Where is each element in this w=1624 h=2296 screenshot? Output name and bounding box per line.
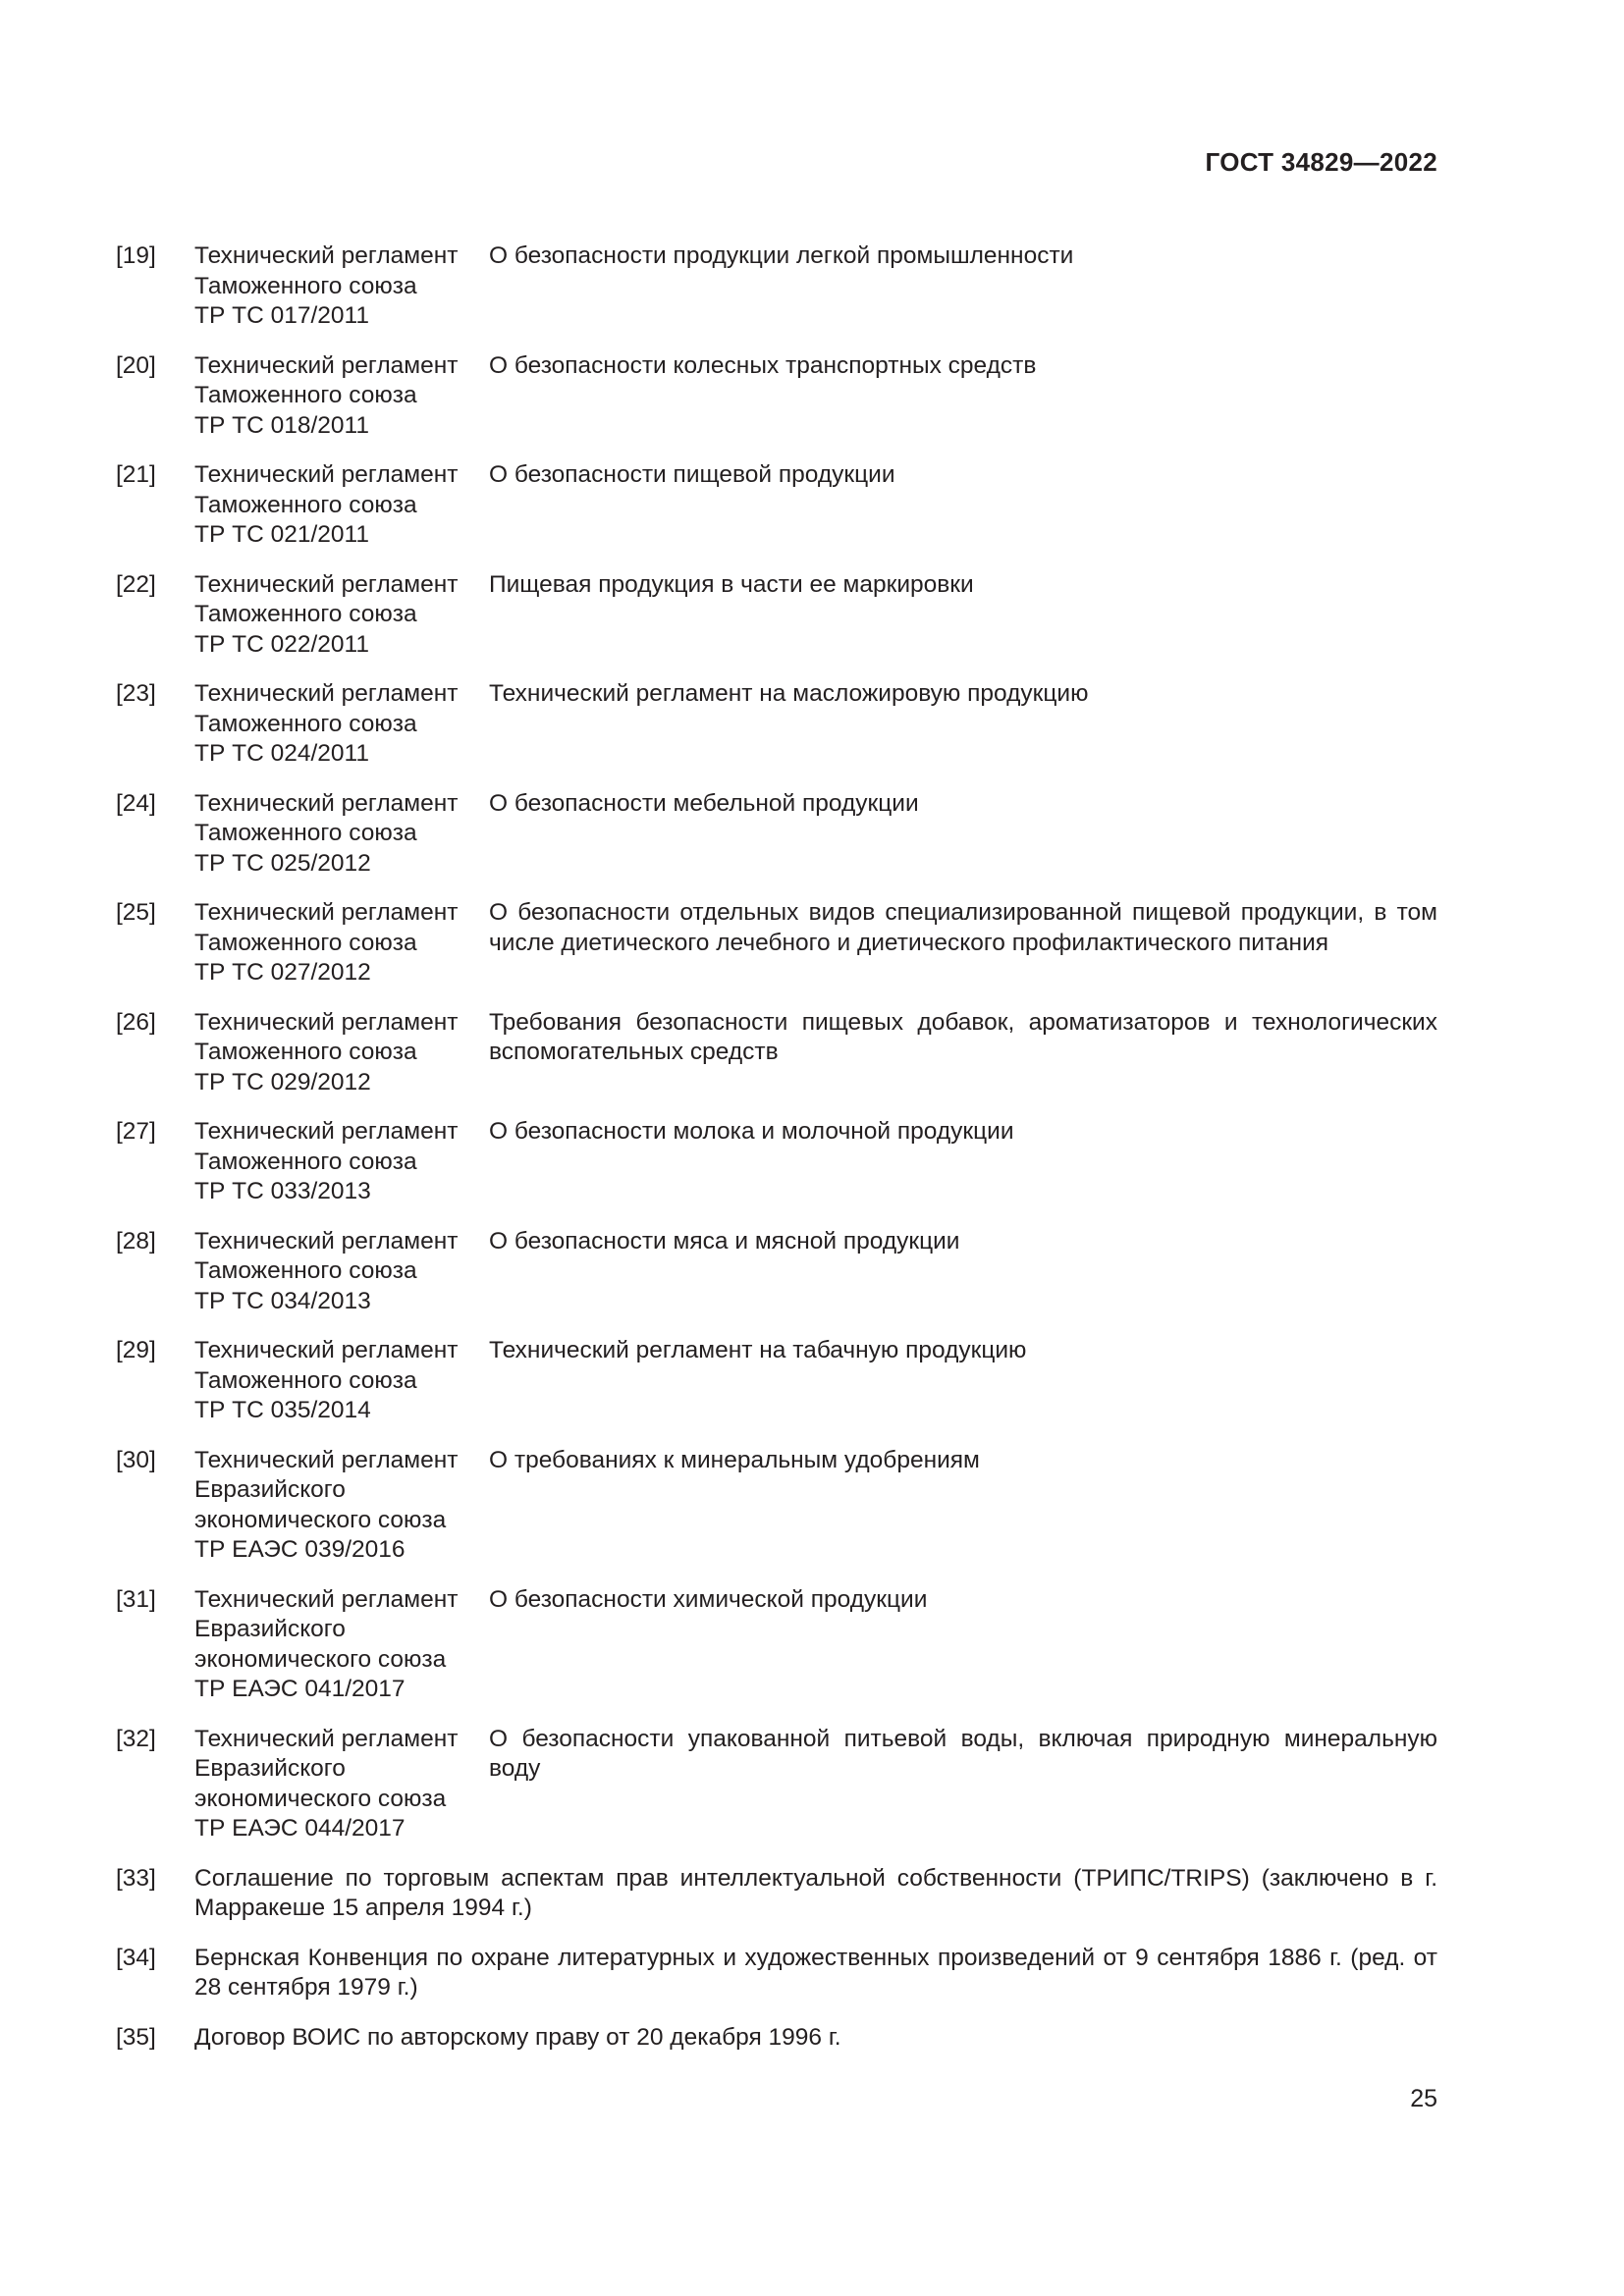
reference-title: Технический регламент на табачную продукцию [489,1337,1027,1363]
reference-number: [35] [116,2023,156,2051]
reference-title: О безопасности колесных транспортных средств [489,351,1037,379]
reference-document: Технический регламент Таможенного союза ТР ТС 034/2013 [194,1227,459,1314]
reference-number: [21] [116,461,156,488]
reference-document: Технический регламент Таможенного союза ТР ТС 027/2012 [194,899,459,986]
reference-entry [116,789,1437,880]
reference-number: [26] [116,1008,156,1036]
reference-entry [116,1864,1437,1924]
reference-text: Соглашение по торговым аспектам прав интеллектуальной собственности (ТРИПС/TRIPS) (заключено в г. Марракеше 15 апреля 1994 г.) [194,1864,1437,1921]
reference-number: [24] [116,789,156,817]
document-header: ГОСТ 34829—2022 [1205,147,1437,177]
reference-document: Технический регламент Евразийского экономического союза ТР ЕАЭС 044/2017 [194,1725,459,1842]
reference-number: [30] [116,1446,156,1473]
reference-number: [28] [116,1227,156,1255]
reference-title: О безопасности мебельной продукции [489,789,919,817]
reference-number: [33] [116,1864,156,1892]
reference-entry [116,1336,1437,1426]
reference-entry [116,1446,1437,1566]
reference-number: [23] [116,680,156,707]
reference-title: О безопасности молока и молочной продукции [489,1118,1014,1145]
reference-document: Технический регламент Таможенного союза ТР ТС 025/2012 [194,789,459,877]
reference-title: О безопасности мяса и мясной продукции [489,1227,960,1255]
reference-entry [116,1008,1437,1098]
reference-entry [116,2023,1437,2054]
reference-document: Технический регламент Евразийского экономического союза ТР ЕАЭС 041/2017 [194,1585,459,1702]
reference-entry [116,460,1437,551]
reference-text: Договор ВОИС по авторскому праву от 20 декабря 1996 г. [194,2023,841,2051]
reference-title: О безопасности упакованной питьевой воды, включая природную минеральную воду [489,1725,1437,1782]
reference-document: Технический регламент Таможенного союза ТР ТС 018/2011 [194,351,459,439]
reference-text: Бернская Конвенция по охране литературных и художественных произведений от 9 сентября 1886 г. (ред. от 28 сентября 1979 г.) [194,1944,1437,2001]
reference-entry [116,1585,1437,1705]
reference-entry [116,679,1437,770]
reference-document: Технический регламент Таможенного союза ТР ТС 017/2011 [194,242,459,329]
reference-number: [29] [116,1337,156,1363]
reference-document: Технический регламент Таможенного союза ТР ТС 029/2012 [194,1008,459,1095]
reference-title: О безопасности отдельных видов специализированной пищевой продукции, в том числе диетического лечебного и диетического профилактического питания [489,899,1437,956]
reference-document: Технический регламент Таможенного союза ТР ТС 021/2011 [194,461,459,548]
reference-document: Технический регламент Таможенного союза ТР ТС 022/2011 [194,570,459,658]
reference-entry [116,1227,1437,1317]
page-number: 25 [1410,2085,1437,2112]
reference-title: Требования безопасности пищевых добавок, ароматизаторов и технологических вспомогательных средств [489,1008,1437,1065]
reference-entry [116,241,1437,332]
reference-document: Технический регламент Евразийского экономического союза ТР ЕАЭС 039/2016 [194,1446,459,1563]
reference-entry [116,1725,1437,1844]
reference-document: Технический регламент Таможенного союза ТР ТС 024/2011 [194,680,459,767]
reference-entry [116,1117,1437,1207]
reference-number: [27] [116,1118,156,1145]
reference-number: [32] [116,1725,156,1752]
reference-document: Технический регламент Таможенного союза ТР ТС 033/2013 [194,1118,459,1204]
reference-entry [116,898,1437,988]
reference-number: [25] [116,899,156,926]
reference-title: Технический регламент на масложировую продукцию [489,680,1089,707]
reference-title: Пищевая продукция в части ее маркировки [489,570,974,598]
reference-number: [31] [116,1585,156,1613]
reference-entry [116,351,1437,442]
reference-title: О безопасности продукции легкой промышленности [489,242,1074,269]
reference-entry [116,1944,1437,2003]
reference-entry [116,570,1437,661]
reference-title: О безопасности химической продукции [489,1585,928,1613]
reference-title: О требованиях к минеральным удобрениям [489,1446,980,1473]
reference-number: [20] [116,351,156,379]
reference-document: Технический регламент Таможенного союза ТР ТС 035/2014 [194,1337,459,1423]
reference-number: [22] [116,570,156,598]
bibliography-list [116,241,1437,2072]
reference-number: [19] [116,242,156,269]
reference-number: [34] [116,1944,156,1971]
reference-title: О безопасности пищевой продукции [489,461,895,488]
